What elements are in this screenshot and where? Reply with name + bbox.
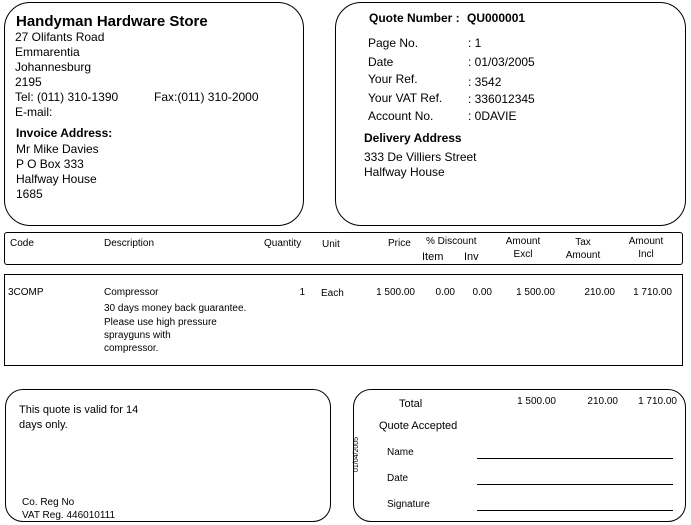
invoice-address-line: Mr Mike Davies <box>16 142 99 156</box>
quote-field-label: Your VAT Ref. <box>368 91 443 105</box>
quote-number: QU000001 <box>467 11 526 25</box>
column-header-amount-excl: Amount <box>505 236 541 247</box>
delivery-address-label: Delivery Address <box>364 131 462 145</box>
total-amount-incl: 1 710.00 <box>638 396 677 407</box>
total-amount-excl: 1 500.00 <box>517 396 556 407</box>
store-email: E-mail: <box>15 105 53 119</box>
item-amount-incl: 1 710.00 <box>633 287 672 298</box>
delivery-address-line: 333 De Villiers Street <box>364 150 477 164</box>
column-header-amount-excl-sub: Excl <box>513 249 533 260</box>
column-header-code: Code <box>10 238 34 249</box>
invoice-address-label: Invoice Address: <box>16 126 113 140</box>
invoice-address-line: Halfway House <box>16 172 97 186</box>
quote-accepted-label: Quote Accepted <box>379 420 458 432</box>
quote-field-value: : 0DAVIE <box>468 109 517 123</box>
invoice-address-line: 1685 <box>16 187 43 201</box>
item-quantity: 1 <box>299 287 305 298</box>
quote-field-label: Account No. <box>368 109 434 123</box>
item-discount-inv: 0.00 <box>472 287 492 298</box>
column-header-price: Price <box>388 238 411 249</box>
quote-field-value: : 336012345 <box>468 92 535 106</box>
invoice-address-line: P O Box 333 <box>16 157 84 171</box>
quote-field-value: : 1 <box>468 36 482 50</box>
quote-number-label: Quote Number : <box>369 11 460 25</box>
item-unit: Each <box>321 288 344 299</box>
quote-field-label: Page No. <box>368 36 419 50</box>
item-note-line: compressor. <box>104 343 159 354</box>
date-signature-line[interactable] <box>477 484 673 485</box>
column-header-tax: Tax <box>575 237 591 248</box>
item-description: Compressor <box>104 287 159 298</box>
quote-field-label: Your Ref. <box>368 72 418 86</box>
signature-line[interactable] <box>477 510 673 511</box>
date-label: Date <box>387 473 409 484</box>
column-header-amount-incl-sub: Incl <box>638 249 654 260</box>
item-discount-item: 0.00 <box>435 287 455 298</box>
column-header-unit: Unit <box>322 239 340 250</box>
column-header-tax-sub: Amount <box>565 250 601 261</box>
name-signature-line[interactable] <box>477 458 673 459</box>
item-note-line: sprayguns with <box>104 330 171 341</box>
column-header-discount-inv: Inv <box>464 251 479 263</box>
store-address-line: Johannesburg <box>15 60 92 74</box>
column-header-quantity: Quantity <box>264 238 302 249</box>
column-header-discount: % Discount <box>426 236 477 247</box>
quote-field-value: : 01/03/2005 <box>468 55 535 69</box>
total-tax: 210.00 <box>587 396 618 407</box>
item-amount-excl: 1 500.00 <box>516 287 555 298</box>
company-reg-no: Co. Reg No <box>22 497 75 508</box>
column-header-discount-item: Item <box>422 251 444 263</box>
store-address-line: 27 Olifants Road <box>15 30 105 44</box>
validity-note-line: days only. <box>19 419 68 431</box>
item-price: 1 500.00 <box>376 287 415 298</box>
item-note-line: 30 days money back guarantee. <box>104 303 247 314</box>
quote-field-value: : 3542 <box>468 75 502 89</box>
store-name: Handyman Hardware Store <box>16 13 208 30</box>
item-note-line: Please use high pressure <box>104 317 217 328</box>
store-fax: Fax:(011) 310-2000 <box>154 90 259 104</box>
item-tax: 210.00 <box>584 287 615 298</box>
signature-label: Signature <box>387 499 430 510</box>
column-header-description: Description <box>104 238 155 249</box>
store-address-line: Emmarentia <box>15 45 80 59</box>
item-code: 3COMP <box>8 287 44 298</box>
quote-field-label: Date <box>368 55 394 69</box>
name-label: Name <box>387 447 414 458</box>
stamp-date: 01/04/2005 <box>353 436 361 473</box>
validity-note-line: This quote is valid for 14 <box>19 404 139 416</box>
delivery-address-line: Halfway House <box>364 165 445 179</box>
column-header-amount-incl: Amount <box>628 236 664 247</box>
store-tel: Tel: (011) 310-1390 <box>15 90 119 104</box>
total-label: Total <box>399 398 423 410</box>
store-address-line: 2195 <box>15 75 42 89</box>
vat-reg-no: VAT Reg. 446010111 <box>22 510 116 521</box>
